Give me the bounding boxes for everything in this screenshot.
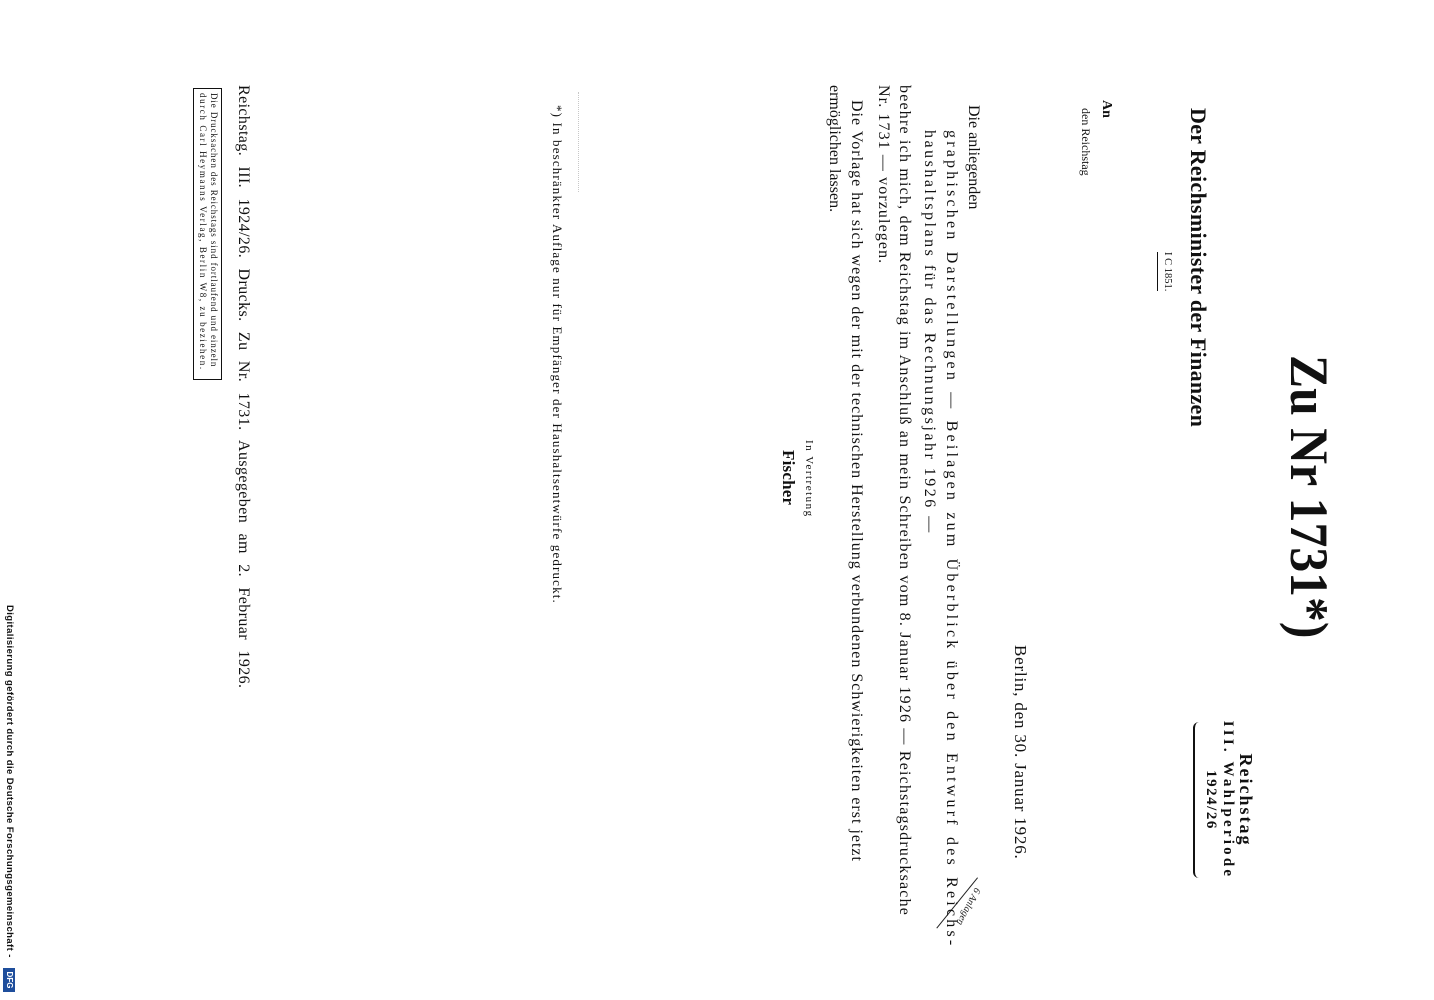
- body-line: haushaltsplans für das Rechnungsjahr 1926 —: [921, 130, 938, 535]
- header-rule: [1193, 722, 1199, 878]
- body-line: Nr. 1731 — vorzulegen.: [875, 85, 892, 265]
- reichstag-name: Reichstag: [1236, 753, 1256, 847]
- body-line: ermöglichen lassen.: [826, 85, 843, 213]
- footnote: *) In beschränkter Auflage nur für Empfänger der Haushaltsentwürfe gedruckt.: [550, 105, 565, 604]
- publisher-notice-line: durch Carl Heymanns Verlag, Berlin W8, zu beziehen.: [198, 93, 208, 371]
- dfg-logo: DFG: [3, 968, 15, 992]
- reference-number: I C 1851.: [1158, 252, 1173, 291]
- sender-heading: Der Reichsminister der Finanzen: [1186, 108, 1211, 428]
- body-line: Die anliegenden: [965, 105, 982, 210]
- handwritten-note: 6 Anlagen: [954, 885, 983, 927]
- imprint-line: Reichstag. III. 1924/26. Drucks. Zu Nr. 1731. Ausgegeben am 2. Februar 1926.: [235, 85, 252, 689]
- signature-prefix: In Vertretung: [803, 440, 815, 518]
- document-title: Zu Nr 1731*): [1279, 355, 1339, 639]
- place-date: Berlin, den 30. Januar 1926.: [1011, 645, 1030, 860]
- body-line: Die Vorlage hat sich wegen der mit der technischen Herstellung verbundenen Schwierigkeiten erst jetzt: [848, 100, 865, 862]
- credit-text: Digitalisierung gefördert durch die Deutsche Forschungsgemeinschaft -: [4, 605, 15, 958]
- body-line: graphischen Darstellungen — Beilagen zum Überblick über den Entwurf des Reichs-: [943, 130, 960, 949]
- electoral-period: III. Wahlperiode: [1220, 720, 1236, 880]
- footnote-separator: [578, 92, 579, 192]
- recipient-line-1: An: [1099, 100, 1114, 118]
- publisher-notice-line: Die Drucksachen des Reichstags sind fortlaufend und einzeln: [209, 93, 219, 368]
- body-line: beehre ich mich, dem Reichstag im Anschluß an mein Schreiben vom 8. Januar 1926 — Reichstagsdrucksache: [896, 85, 913, 917]
- period-years: 1924/26: [1203, 770, 1219, 830]
- recipient-line-2: den Reichstag: [1079, 108, 1093, 176]
- signature-name: Fischer: [779, 450, 798, 506]
- publisher-notice: [193, 88, 222, 380]
